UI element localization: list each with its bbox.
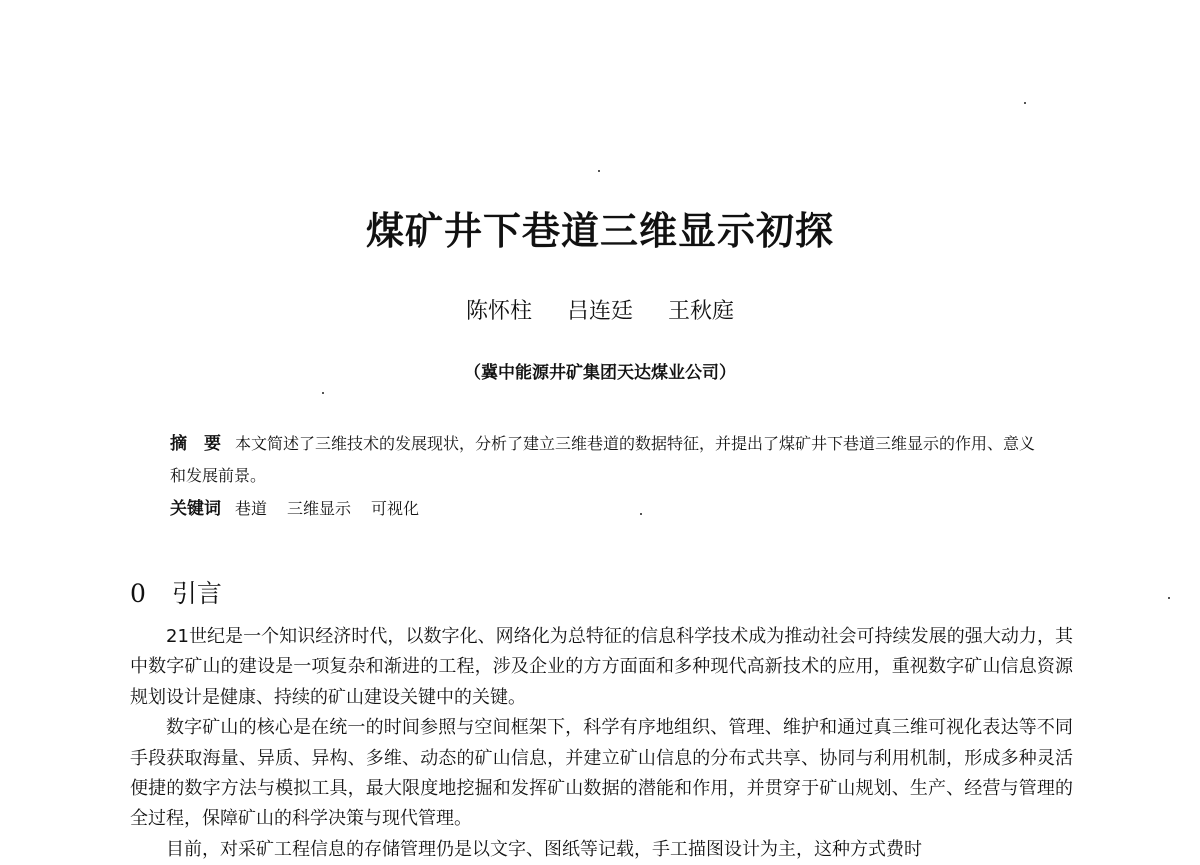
paragraph: 目前，对采矿工程信息的存储管理仍是以文字、图纸等记载，手工描图设计为主，这种方式费时 [166,838,922,860]
scan-speck [1168,597,1170,599]
abstract-label: 摘 要 [170,434,221,454]
author-list [0,294,1200,325]
section-title: 引言 [171,579,222,608]
paragraph: 数字矿山的核心是在统一的时间参照与空间框架下，科学有序地组织、管理、维护和通过真三维可视化表达等不同手段获取海量、异质、异构、多维、动态的矿山信息，并建立矿山信息的分布式共享、协同与利用机制，形成多种灵活便捷的数字方法与模拟工具，最大限度地挖掘和发挥矿山数据的潜能和作用，并贯穿于矿山规划、生产、经营与管理的全过程，保障矿山的科学决策与现代管理。 [130,717,1073,830]
keyword: 可视化 [371,499,420,518]
abstract [170,428,1050,491]
scan-speck [598,170,600,172]
keywords-label: 关键词 [170,499,221,519]
paragraph: 21世纪是一个知识经济时代，以数字化、网络化为总特征的信息科学技术成为推动社会可持续发展的强大动力，其中数字矿山的建设是一项复杂和渐进的工程，涉及企业的方方面面和多种现代高新技术的应用，重视数字矿山信息资源规划设计是健康、持续的矿山建设关键中的关键。 [130,626,1073,708]
author-affiliation: （冀中能源井矿集团天达煤业公司） [464,363,736,383]
scan-speck [640,513,642,515]
keyword: 巷道 [235,499,268,518]
section-number: 0 [130,579,146,608]
author-name: 陈怀柱 [465,299,532,324]
scan-speck [322,392,324,394]
keywords [170,495,1050,523]
abstract-text: 本文简述了三维技术的发展现状，分析了建立三维巷道的数据特征，并提出了煤矿井下巷道三维显示的作用、意义和发展前景。 [170,434,1036,485]
scan-speck [1024,102,1026,104]
author-name: 王秋庭 [668,299,735,324]
keyword: 三维显示 [287,499,352,518]
section-heading [130,574,222,610]
paper-title: 煤矿井下巷道三维显示初探 [365,209,834,253]
author-name: 吕连廷 [566,299,633,324]
body-text [130,622,1073,865]
